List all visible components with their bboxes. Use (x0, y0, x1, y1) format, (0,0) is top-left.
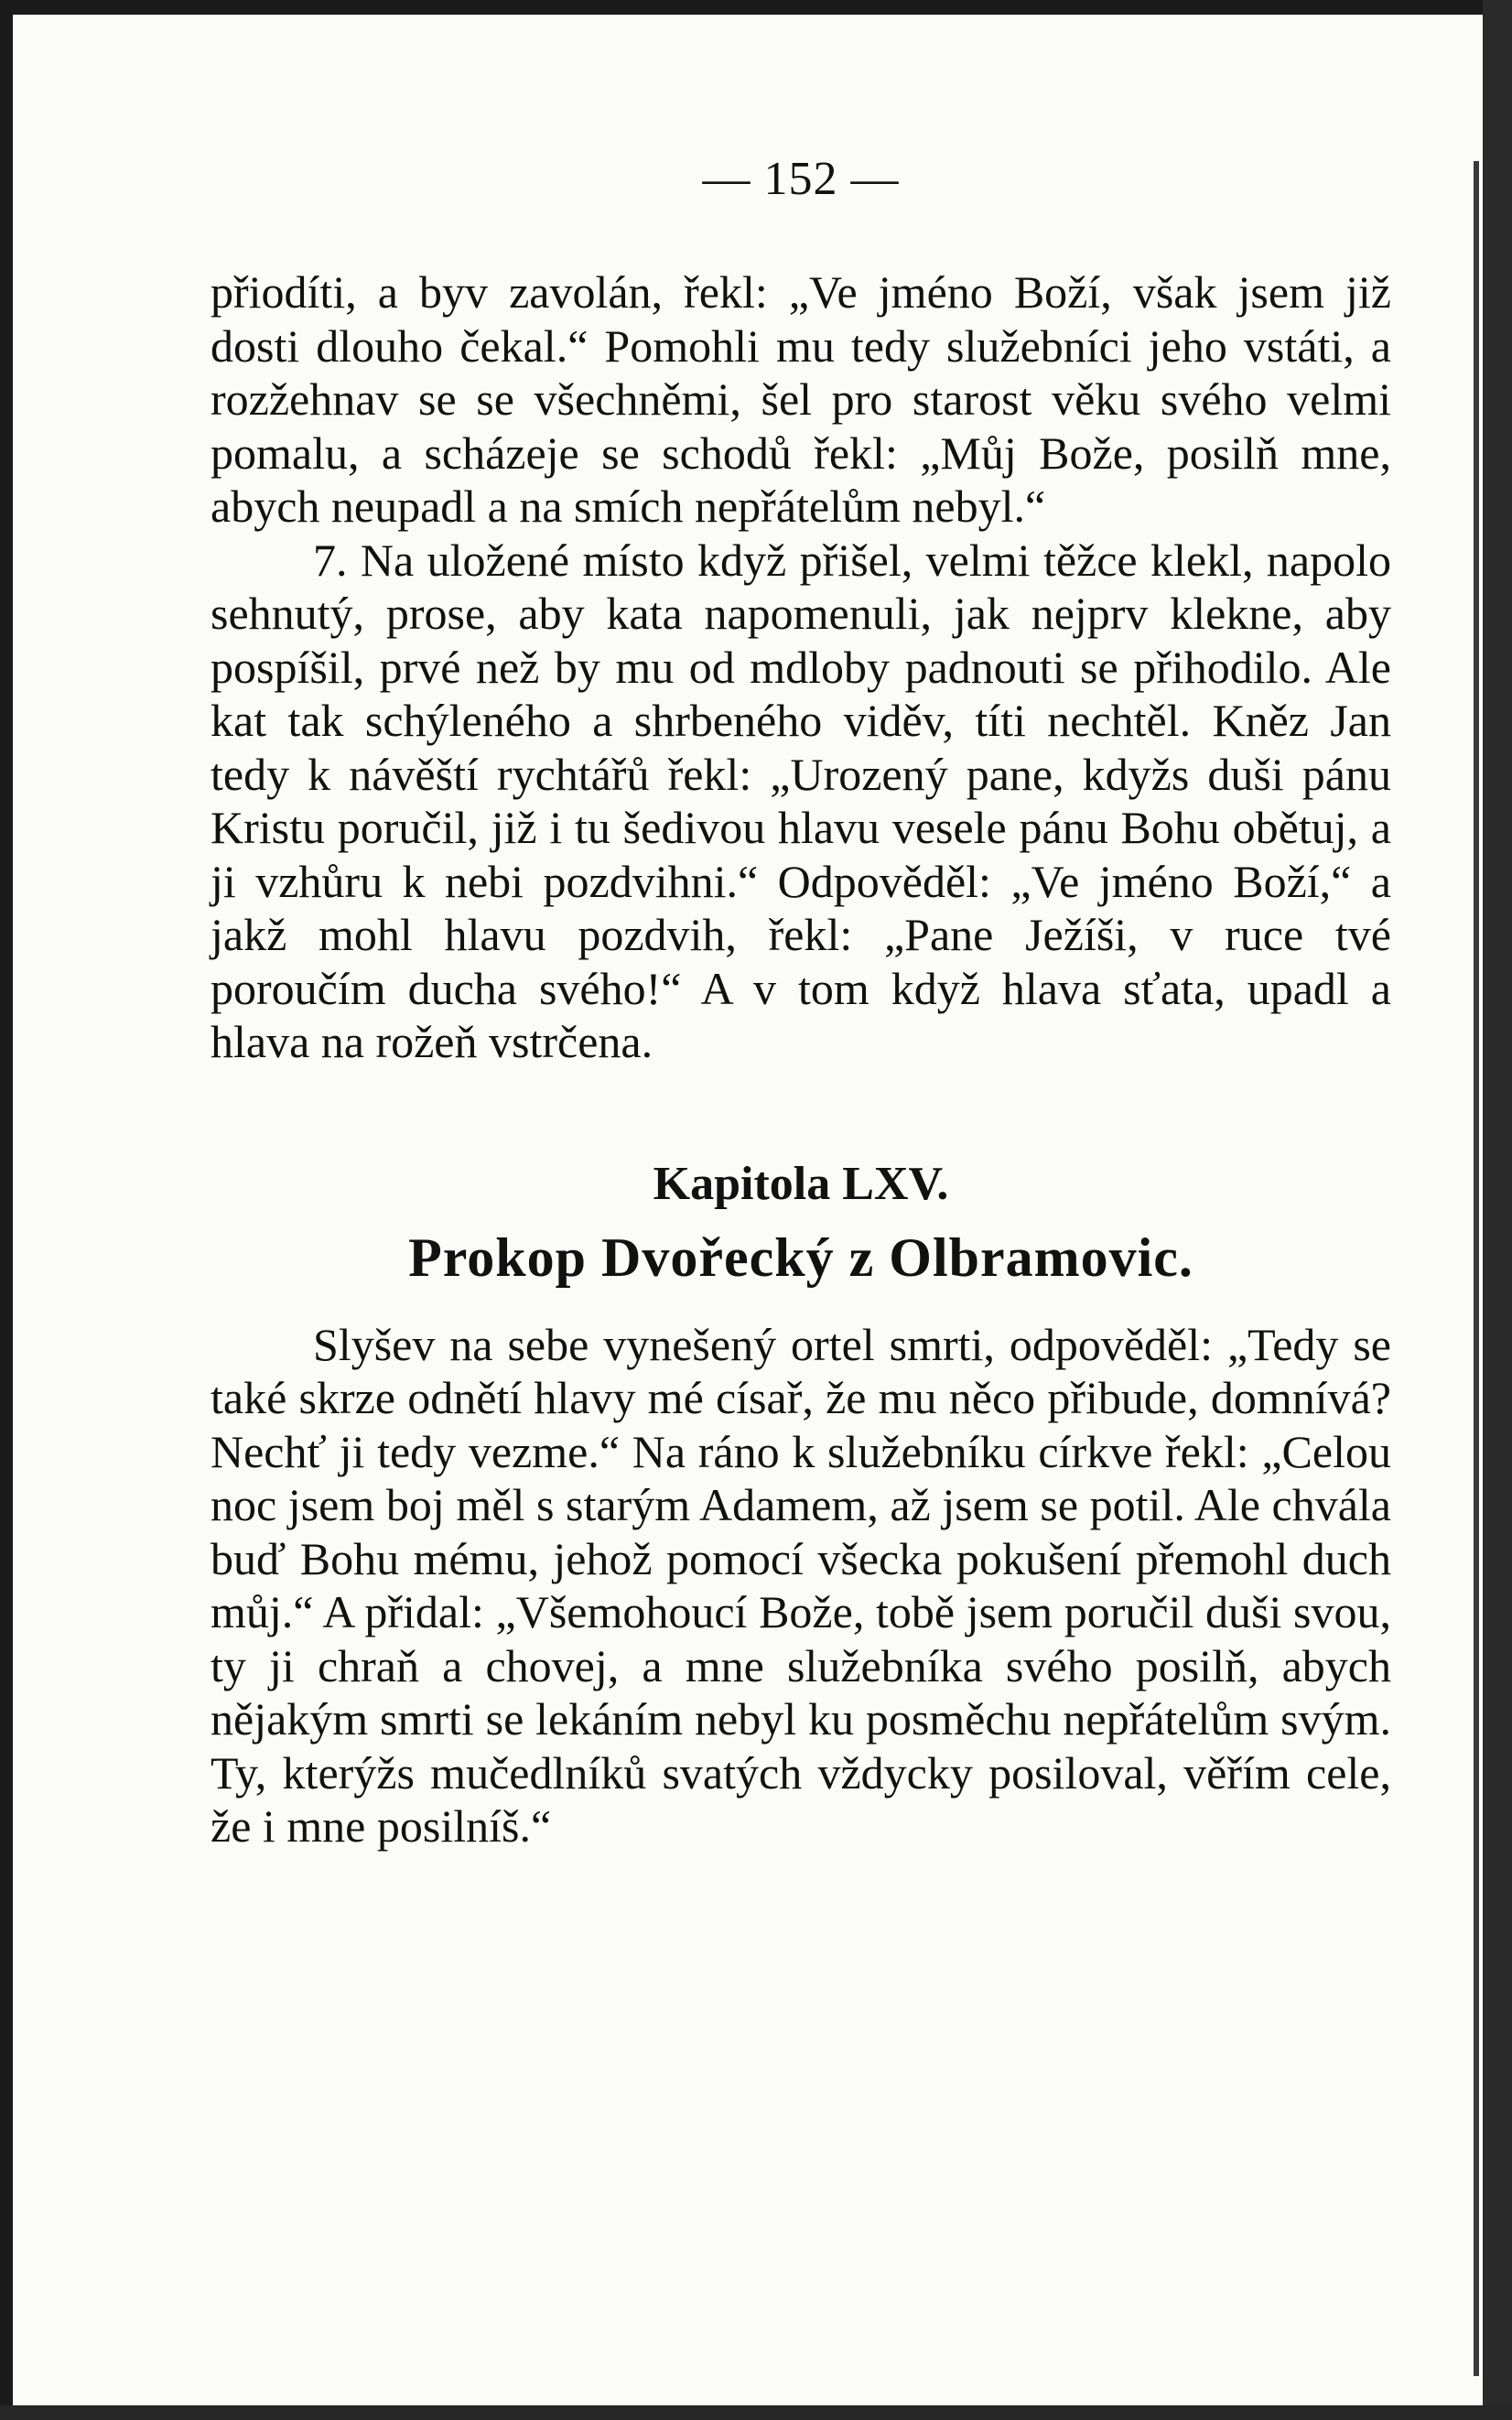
page-content (211, 152, 1391, 1853)
chapter-heading: Kapitola LXV. (653, 1157, 949, 1210)
page-edge-shadow (1474, 161, 1479, 2376)
page-number: — 152 — (702, 153, 900, 205)
scan-border-right (1483, 0, 1512, 2420)
paragraph-section-7: 7. Na uložené místo když přišel, velmi těžce klekl, napolo sehnutý, prose, aby kata napomenuli, jak nejprv klekne, aby pospíšil, prvé než by mu od mdloby padnouti se přihodilo. Ale kat tak schýleného a shrbeného viděv, títi nechtěl. Kněz Jan tedy k návěští rychtářů řekl: „Urozený pane, kdyžs duši pánu Kristu poručil, již i tu šedivou hlavu vesele pánu Bohu obětuj, a ji vzhůru k nebi pozdvihni.“ Odpověděl: „Ve jméno Boží,“ a jakž mohl hlavu pozdvih, řekl: „Pane Ježíši, v ruce tvé poroučím ducha svého!“ A v tom když hlava sťata, upadl a hlava na rožeň vstrčena. (211, 534, 1391, 1067)
book-page (13, 15, 1483, 2405)
scan-border-bottom (0, 2405, 1512, 2420)
chapter-title: Prokop Dvořecký z Olbramovic. (408, 1226, 1193, 1288)
paragraph-chapter-body: Slyšev na sebe vynešený ortel smrti, odpověděl: „Tedy se také skrze odnětí hlavy mé císař, že mu něco přibude, domnívá? Nechť ji tedy vezme.“ Na ráno k služebníku církve řekl: „Celou noc jsem boj měl s starým Adamem, až jsem se potil. Ale chvála buď Bohu mému, jehož pomocí všecka pokušení přemohl duch můj.“ A přidal: „Všemohoucí Bože, tobě jsem poručil duši svou, ty ji chraň a chovej, a mne služebníka svého posilň, abych nějakým smrti se lekáním nebyl ku posměchu nepřátelům svým. Ty, kterýžs mučedlníků svatých vždycky posiloval, věřím cele, že i mne posilníš.“ (211, 1318, 1391, 1852)
paragraph-continuation: přiodíti, a byv zavolán, řekl: „Ve jméno Boží, však jsem již dosti dlouho čekal.“ Pomohli mu tedy služebníci jeho vstáti, a rozžehnav se se všechněmi, šel pro starost věku svého velmi pomalu, a scházeje se schodů řekl: „Můj Bože, posilň mne, abych neupadl a na smích nepřátelům nebyl.“ (211, 266, 1391, 532)
